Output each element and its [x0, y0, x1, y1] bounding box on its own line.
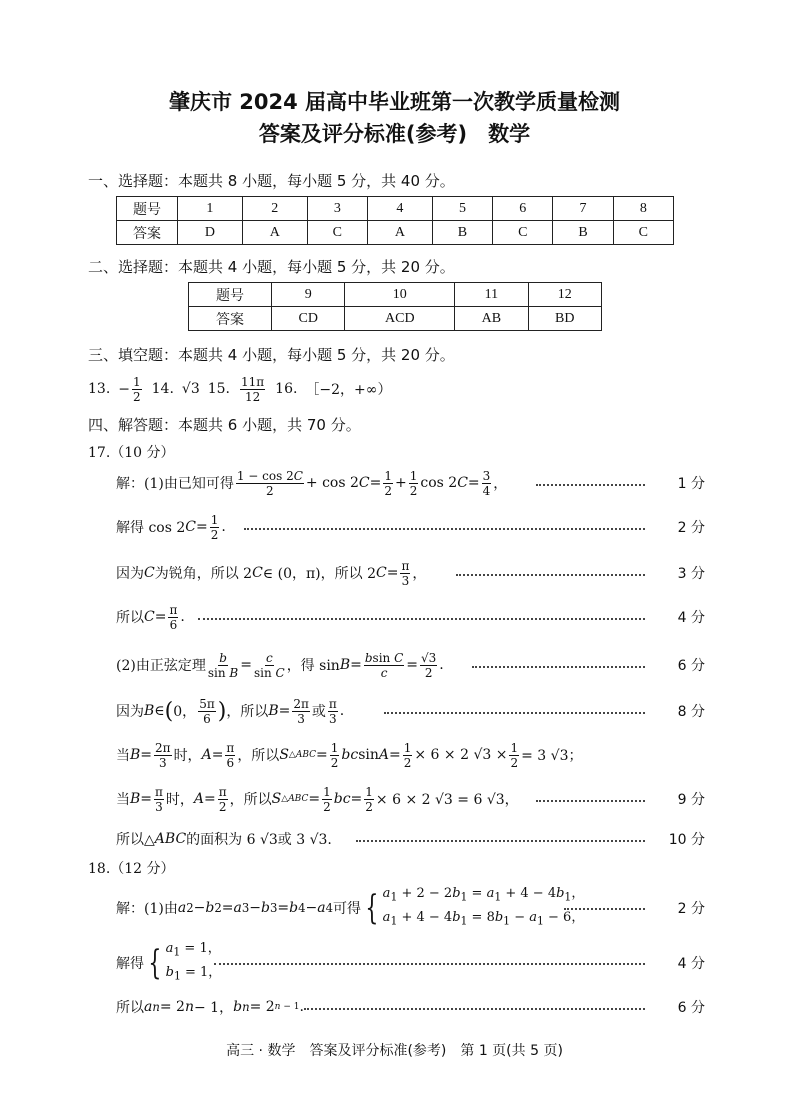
table-cell: A [242, 221, 307, 245]
section-heading-1: 一、选择题：本题共 8 小题，每小题 5 分，共 40 分。 [88, 172, 455, 190]
dot-leader [214, 963, 645, 965]
table-cell: C [493, 221, 553, 245]
table-row-header [189, 283, 602, 307]
table-cell: 5 [432, 197, 492, 221]
q16-answer: ［−2，+∞） [305, 382, 392, 398]
document-title: 肇庆市 2024 届高中毕业班第一次教学质量检测 [168, 90, 621, 114]
section-heading-4: 四、解答题：本题共 6 小题，共 70 分。 [88, 416, 361, 434]
table-cell: 1 [178, 197, 243, 221]
table-cell-label: 题号 [189, 283, 272, 307]
table-cell: 10 [345, 283, 455, 307]
dot-leader [536, 800, 645, 802]
table-cell: A [367, 221, 432, 245]
q14-label: 14. [151, 381, 174, 397]
score-points: 3 分 [677, 566, 705, 582]
table-cell: B [432, 221, 492, 245]
table-cell: B [553, 221, 613, 245]
table-cell-label: 答案 [117, 221, 178, 245]
q17-heading: 17.（10 分） [88, 445, 175, 461]
math-expression: 解：(1)由 a 2 − b 2 = a 3 − b 3 = b 4 − a 4 可得 { $a_1 + 2 - 2b_1 = a_1 + 4 - 4b_1$， $a_1 + 4 - 4b_1 = 8b_1 - a_1 - 6$， [116, 886, 585, 928]
q15-num: 11π [241, 374, 265, 389]
q17-step-3 [116, 556, 705, 590]
math-expression: 当 B = $\frac{2\pi}{3}$ 时， A = $\frac{\pi}{6}$ ，所以 S △ABC = $\frac{1}{2}$ bc sin A = $\frac{1}{2}$ × 6 × 2 √3 × $\frac{1}{2}$ = 3 √3； [116, 740, 583, 770]
answer-table-1 [116, 196, 674, 245]
table-cell: 11 [455, 283, 528, 307]
dot-leader [198, 618, 645, 620]
dot-leader [536, 484, 645, 486]
q17-step-5 [116, 648, 705, 682]
q17-step-4 [116, 600, 705, 634]
q17-step-6 [116, 694, 705, 728]
table-row-answers [117, 221, 674, 245]
table-cell: AB [455, 307, 528, 331]
section-heading-2: 二、选择题：本题共 4 小题，每小题 5 分，共 20 分。 [88, 258, 455, 276]
q13-sign: − [118, 381, 130, 397]
score-points: 4 分 [677, 956, 705, 972]
q17-step-9 [116, 822, 705, 856]
dot-leader [456, 574, 645, 576]
q14-answer: √3 [181, 381, 200, 397]
table-cell-label: 题号 [117, 197, 178, 221]
table-cell: 6 [493, 197, 553, 221]
table-cell: 9 [272, 283, 345, 307]
q18-step-1 [116, 885, 705, 931]
q18-step-2 [116, 940, 705, 986]
table-cell: 2 [242, 197, 307, 221]
table-cell: D [178, 221, 243, 245]
table-cell: C [307, 221, 367, 245]
q15-answer [240, 375, 265, 404]
math-expression: 所以 C = $\frac{\pi}{6}$ . [116, 602, 185, 632]
table-cell-label: 答案 [189, 307, 272, 331]
dot-leader [356, 840, 645, 842]
math-expression: 解得 cos 2 C = $\frac{1}{2}$ . [116, 512, 226, 542]
table-cell: ACD [345, 307, 455, 331]
score-points: 2 分 [677, 520, 705, 536]
answer-table-2 [188, 282, 602, 331]
q13-label: 13. [88, 381, 111, 397]
q15-den: 12 [244, 389, 261, 404]
math-expression: 所以 a n = 2 n − 1， b n = 2 n − 1 . [116, 999, 304, 1016]
document-subtitle: 答案及评分标准(参考) 数学 [258, 122, 531, 146]
math-expression: 因为 C 为锐角，所以 2 C ∈ (0，π)，所以 2 C = $\frac{\pi}{3}$ ， [116, 558, 427, 588]
table-cell: 8 [613, 197, 673, 221]
fill-answers [88, 372, 391, 406]
math-expression: 因为 B ∈ ( 0， $\frac{5\pi}{6}$ ) ，所以 B = $\frac{2\pi}{3}$ 或 $\frac{\pi}{3}$ . [116, 696, 345, 726]
table-cell: C [613, 221, 673, 245]
math-expression: 当 B = $\frac{\pi}{3}$ 时， A = $\frac{\pi}{2}$ ，所以 S △ABC = $\frac{1}{2}$ bc = $\frac{1}{2}$ × 6 × 2 √3 = 6 √3， [116, 784, 519, 814]
q17-step-8 [116, 782, 705, 816]
q13-answer [118, 375, 143, 404]
score-points: 1 分 [677, 476, 705, 492]
score-points: 8 分 [677, 704, 705, 720]
score-points: 6 分 [677, 1000, 705, 1016]
q15-label: 15. [207, 381, 230, 397]
table-row-header [117, 197, 674, 221]
table-cell: 7 [553, 197, 613, 221]
score-points: 10 分 [668, 832, 705, 848]
table-cell: 3 [307, 197, 367, 221]
score-points: 2 分 [677, 901, 705, 917]
dot-leader [472, 666, 645, 668]
q18-step-3 [116, 990, 705, 1024]
score-points: 9 分 [677, 792, 705, 808]
q13-den: 2 [133, 389, 141, 404]
q13-num: 1 [133, 374, 141, 389]
q17-step-2 [116, 510, 705, 544]
math-expression: (2)由正弦定理 $\frac{b}{\text{sin B}}$ = $\frac{c}{\text{sin C}}$ ，得 sin B = $\frac{\text{bsin C}}{c}$ = $\frac{√3}{2}$ . [116, 650, 444, 680]
dot-leader [244, 528, 645, 530]
q17-step-7 [116, 738, 705, 772]
dot-leader [384, 712, 645, 714]
math-expression: 解：(1)由已知可得 $\frac{1 - \cos 2C}{2}$ + cos 2 C = $\frac{1}{2}$ + $\frac{1}{2}$ cos 2 C = $\frac{3}{4}$ ， [116, 468, 508, 498]
math-expression: 解得 { $a_1 = 1$， $b_1 = 1$， [116, 941, 222, 983]
q16-label: 16. [275, 381, 298, 397]
table-cell: CD [272, 307, 345, 331]
table-cell: BD [528, 307, 601, 331]
dot-leader [304, 1008, 645, 1010]
page-footer: 高三 · 数学 答案及评分标准(参考) 第 1 页(共 5 页) [226, 1043, 563, 1059]
score-points: 4 分 [677, 610, 705, 626]
math-expression: 所以△ ABC 的面积为 6 √3或 3 √3. [116, 831, 332, 848]
table-cell: 12 [528, 283, 601, 307]
score-points: 6 分 [677, 658, 705, 674]
section-heading-3: 三、填空题：本题共 4 小题，每小题 5 分，共 20 分。 [88, 346, 455, 364]
dot-leader [564, 908, 645, 910]
q18-heading: 18.（12 分） [88, 861, 175, 877]
table-row-answers [189, 307, 602, 331]
q17-step-1 [116, 466, 705, 500]
table-cell: 4 [367, 197, 432, 221]
